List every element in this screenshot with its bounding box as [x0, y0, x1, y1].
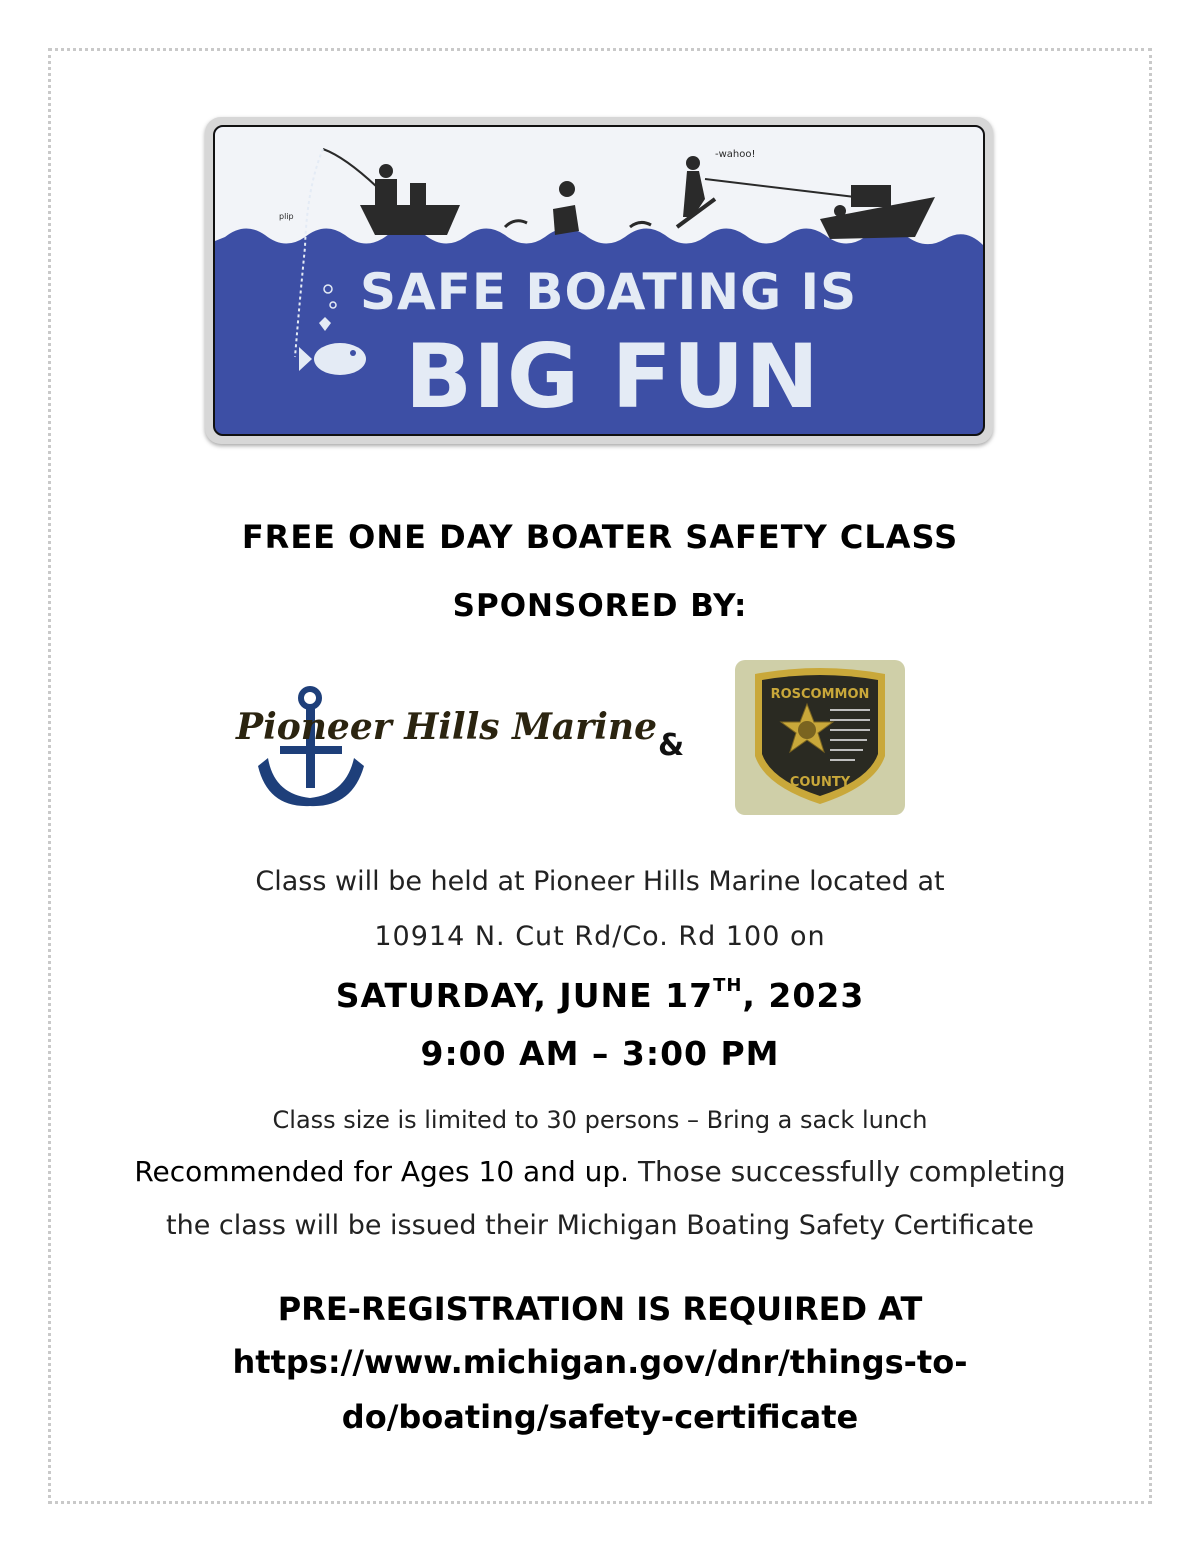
- sign-headline: SAFE BOATING IS: [360, 263, 858, 321]
- class-date: [0, 976, 1200, 1015]
- completing-text: Those successfully completing: [629, 1155, 1066, 1188]
- badge-bottom-text: COUNTY: [789, 775, 851, 790]
- certificate-line: the class will be issued their Michigan Boating Safety Certificate: [166, 1210, 1034, 1241]
- date-prefix: SATURDAY, JUNE 17: [335, 976, 714, 1015]
- date-superscript: TH: [713, 975, 743, 996]
- pioneer-hills-marine-logo: [228, 682, 657, 807]
- date-suffix: , 2023: [742, 976, 865, 1015]
- recommendation-line: [0, 1155, 1200, 1188]
- class-time: 9:00 AM – 3:00 PM: [420, 1034, 780, 1073]
- ampersand: &: [658, 728, 685, 763]
- location-line-2: 10914 N. Cut Rd/Co. Rd 100 on: [374, 921, 826, 952]
- plip-label: plip: [279, 212, 294, 221]
- badge-top-text: ROSCOMMON: [770, 687, 870, 702]
- class-heading: FREE ONE DAY BOATER SAFETY CLASS: [241, 518, 959, 556]
- recommended-ages: Recommended for Ages 10 and up.: [134, 1155, 630, 1188]
- registration-url-line-1: https://www.michigan.gov/dnr/things-to-: [232, 1343, 968, 1381]
- class-size-note: Class size is limited to 30 persons – Bring a sack lunch: [272, 1106, 928, 1134]
- location-line-1: Class will be held at Pioneer Hills Marine located at: [255, 866, 945, 897]
- sheriff-badge-icon: [735, 660, 905, 815]
- sponsored-by-heading: SPONSORED BY:: [452, 588, 748, 624]
- roscommon-county-sheriff-badge: [735, 660, 905, 815]
- pre-registration-heading: PRE-REGISTRATION IS REQUIRED AT: [277, 1290, 923, 1328]
- registration-url-line-2: do/boating/safety-certificate: [341, 1398, 859, 1436]
- sign-big-fun: BIG FUN: [405, 325, 820, 428]
- safe-boating-sign: [205, 117, 993, 444]
- sign-face: [213, 125, 985, 436]
- pioneer-hills-marine-name: Pioneer Hills Marine: [236, 706, 657, 748]
- wahoo-label: -wahoo!: [715, 149, 756, 160]
